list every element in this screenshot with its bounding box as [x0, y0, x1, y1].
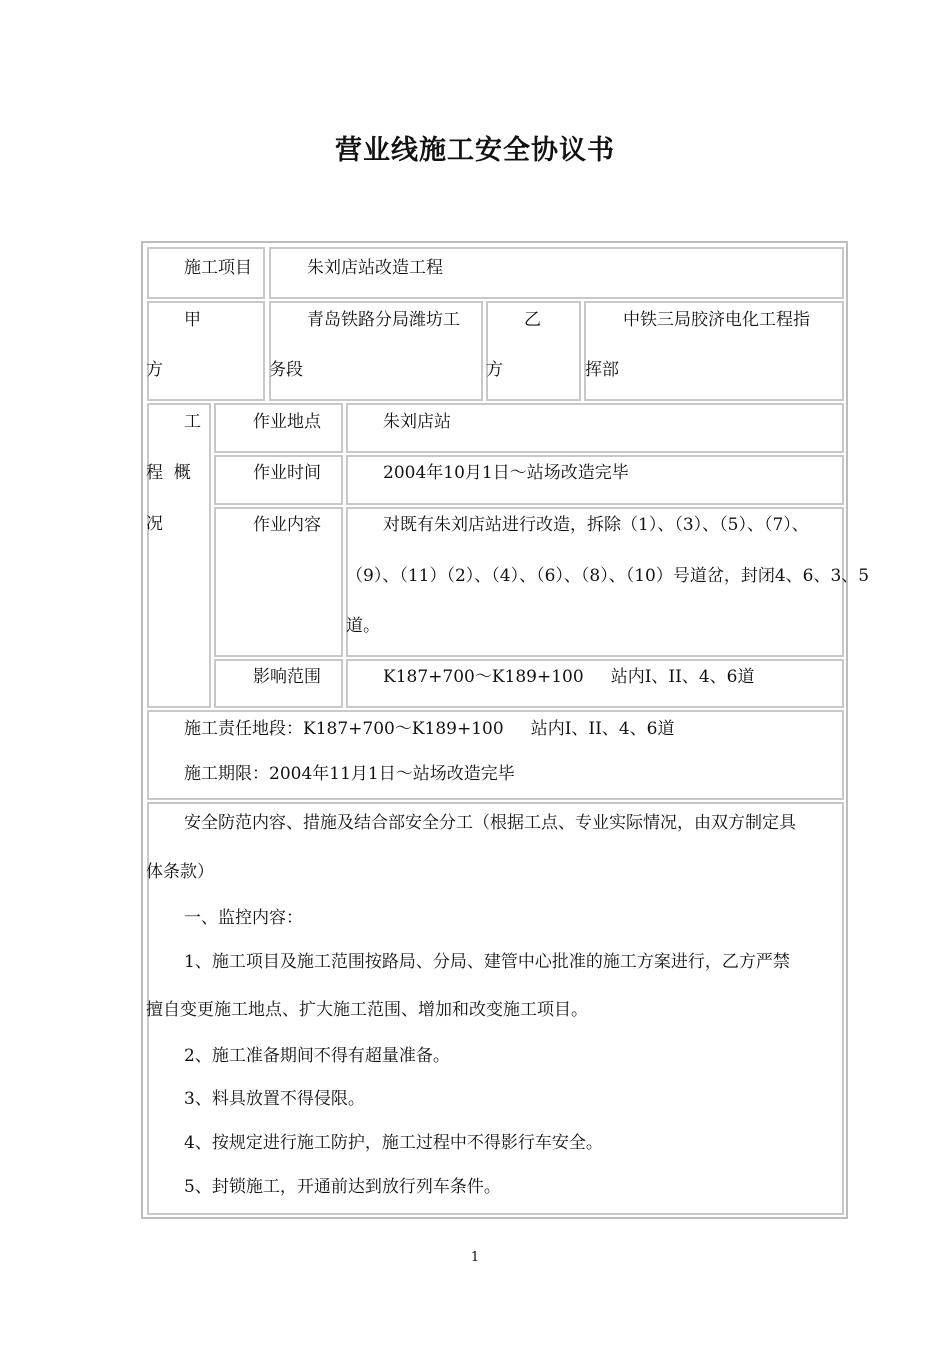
safety-item2: 2、施工准备期间不得有超量准备。	[184, 1046, 450, 1066]
scope-label: 影响范围	[253, 667, 321, 687]
safety-intro-line2: 体条款）	[146, 862, 214, 882]
party-b-line1: 中铁三局胶济电化工程指	[623, 310, 810, 330]
safety-item1-line1: 1、施工项目及施工范围按路局、分局、建管中心批准的施工方案进行，乙方严禁	[184, 952, 790, 972]
safety-item4: 4、按规定进行施工防护，施工过程中不得影行车安全。	[184, 1133, 603, 1153]
safety-intro-line1: 安全防范内容、措施及结合部安全分工（根据工点、专业实际情况，由双方制定具	[184, 813, 796, 833]
overview-label-line2: 程 概	[146, 463, 191, 483]
party-a-label-cell	[147, 301, 265, 401]
responsibility-period: 施工期限：2004年11月1日～站场改造完毕	[184, 764, 515, 784]
party-a-label-line1: 甲	[184, 310, 201, 330]
safety-heading: 一、监控内容：	[184, 908, 303, 928]
party-a-line1: 青岛铁路分局潍坊工	[307, 310, 460, 330]
responsibility-section: 施工责任地段：K187+700～K189+100 站内Ⅰ、II、4、6道	[184, 719, 675, 739]
page-number: 1	[470, 1250, 480, 1265]
party-a-label-line2: 方	[146, 360, 163, 380]
project-value: 朱刘店站改造工程	[307, 258, 443, 278]
location-label: 作业地点	[253, 412, 321, 432]
safety-item5: 5、封锁施工，开通前达到放行列车条件。	[184, 1177, 501, 1197]
party-b-line2: 挥部	[585, 360, 619, 380]
document-title: 营业线施工安全协议书	[335, 135, 615, 166]
content-line2: （9）、（11）（2）、（4）、（6）、（8）、（10）号道岔，封闭4、6、3、5	[346, 566, 870, 586]
safety-item3: 3、料具放置不得侵限。	[184, 1089, 365, 1109]
scope-value: K187+700～K189+100 站内Ⅰ、II、4、6道	[383, 667, 755, 687]
content-line1: 对既有朱刘店站进行改造，拆除（1）、（3）、（5）、（7）、	[383, 515, 809, 535]
content-line3: 道。	[346, 616, 380, 636]
project-label: 施工项目	[184, 258, 252, 278]
time-label: 作业时间	[253, 463, 321, 483]
overview-label-cell	[147, 403, 211, 708]
party-b-label-line1: 乙	[524, 310, 541, 330]
party-b-label-line2: 方	[486, 360, 503, 380]
content-label: 作业内容	[253, 515, 321, 535]
safety-item1-line2: 擅自变更施工地点、扩大施工范围、增加和改变施工项目。	[146, 1000, 588, 1020]
overview-label-line1: 工	[184, 412, 201, 432]
overview-label-line3: 况	[146, 514, 163, 534]
location-value: 朱刘店站	[383, 412, 451, 432]
party-a-line2: 务段	[269, 360, 303, 380]
time-value: 2004年10月1日～站场改造完毕	[383, 463, 629, 483]
